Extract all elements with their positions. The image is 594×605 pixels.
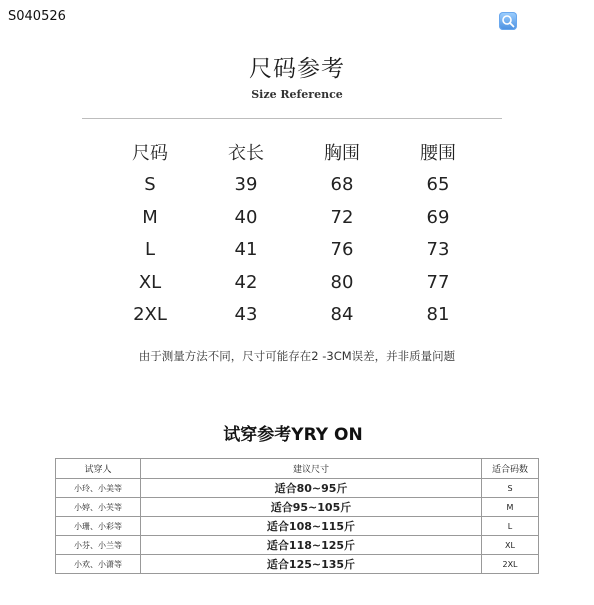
tester-cell: 小婷、小芙等 (56, 498, 141, 517)
fit-size-cell: 2XL (482, 555, 539, 574)
magnifier-icon (501, 14, 515, 28)
page-title: 尺码参考 (249, 56, 345, 82)
table-row (56, 555, 539, 574)
length-cell: 42 (234, 271, 258, 293)
zoom-button[interactable] (499, 12, 517, 30)
recommended-weight-cell: 适合118~125斤 (141, 536, 482, 555)
size-table-header (102, 136, 492, 169)
chest-cell: 76 (330, 239, 354, 261)
length-cell: 41 (234, 239, 258, 261)
recommended-weight-cell: 适合80~95斤 (141, 479, 482, 498)
size-cell: XL (138, 271, 162, 293)
fit-size-cell: L (482, 517, 539, 536)
table-row (56, 479, 539, 498)
chest-cell: 84 (330, 304, 354, 326)
length-cell: 40 (234, 206, 258, 228)
try-on-table (55, 458, 539, 574)
waist-cell: 65 (426, 174, 450, 196)
waist-cell: 81 (426, 304, 450, 326)
size-cell: 2XL (133, 304, 167, 326)
header-cell: 尺码 (132, 143, 168, 165)
fit-size-cell: XL (482, 536, 539, 555)
table-row (56, 536, 539, 555)
table-row (56, 498, 539, 517)
table-row (102, 201, 492, 234)
try-on-table-header (56, 459, 539, 479)
size-table (102, 136, 492, 331)
chest-cell: 68 (330, 174, 354, 196)
product-code: S040526 (8, 9, 66, 24)
measurement-note: 由于测量方法不同，尺寸可能存在2 -3CM误差，并非质量问题 (138, 349, 456, 363)
fit-size-cell: M (482, 498, 539, 517)
header-cell: 试穿人 (56, 459, 141, 479)
table-row (102, 266, 492, 299)
table-row (102, 169, 492, 202)
length-cell: 43 (234, 304, 258, 326)
size-cell: M (142, 206, 158, 228)
header-cell: 适合码数 (482, 459, 539, 479)
chest-cell: 72 (330, 206, 354, 228)
header-cell: 建议尺寸 (141, 459, 482, 479)
table-row (102, 299, 492, 332)
chest-cell: 80 (330, 271, 354, 293)
tester-cell: 小珊、小彩等 (56, 517, 141, 536)
table-row (102, 234, 492, 267)
waist-cell: 77 (426, 271, 450, 293)
tester-cell: 小欢、小潇等 (56, 555, 141, 574)
header-cell: 胸围 (324, 143, 360, 165)
length-cell: 39 (234, 174, 258, 196)
table-row (56, 517, 539, 536)
waist-cell: 73 (426, 239, 450, 261)
recommended-weight-cell: 适合125~135斤 (141, 555, 482, 574)
fit-size-cell: S (482, 479, 539, 498)
page-subtitle: Size Reference (251, 88, 343, 101)
size-cell: L (144, 239, 156, 261)
recommended-weight-cell: 适合95~105斤 (141, 498, 482, 517)
header-cell: 衣长 (228, 143, 264, 165)
tester-cell: 小玲、小美等 (56, 479, 141, 498)
header-cell: 腰围 (420, 143, 456, 165)
recommended-weight-cell: 适合108~115斤 (141, 517, 482, 536)
try-on-title: 试穿参考YRY ON (223, 425, 363, 445)
tester-cell: 小芬、小兰等 (56, 536, 141, 555)
waist-cell: 69 (426, 206, 450, 228)
divider (82, 118, 502, 119)
size-cell: S (144, 174, 156, 196)
